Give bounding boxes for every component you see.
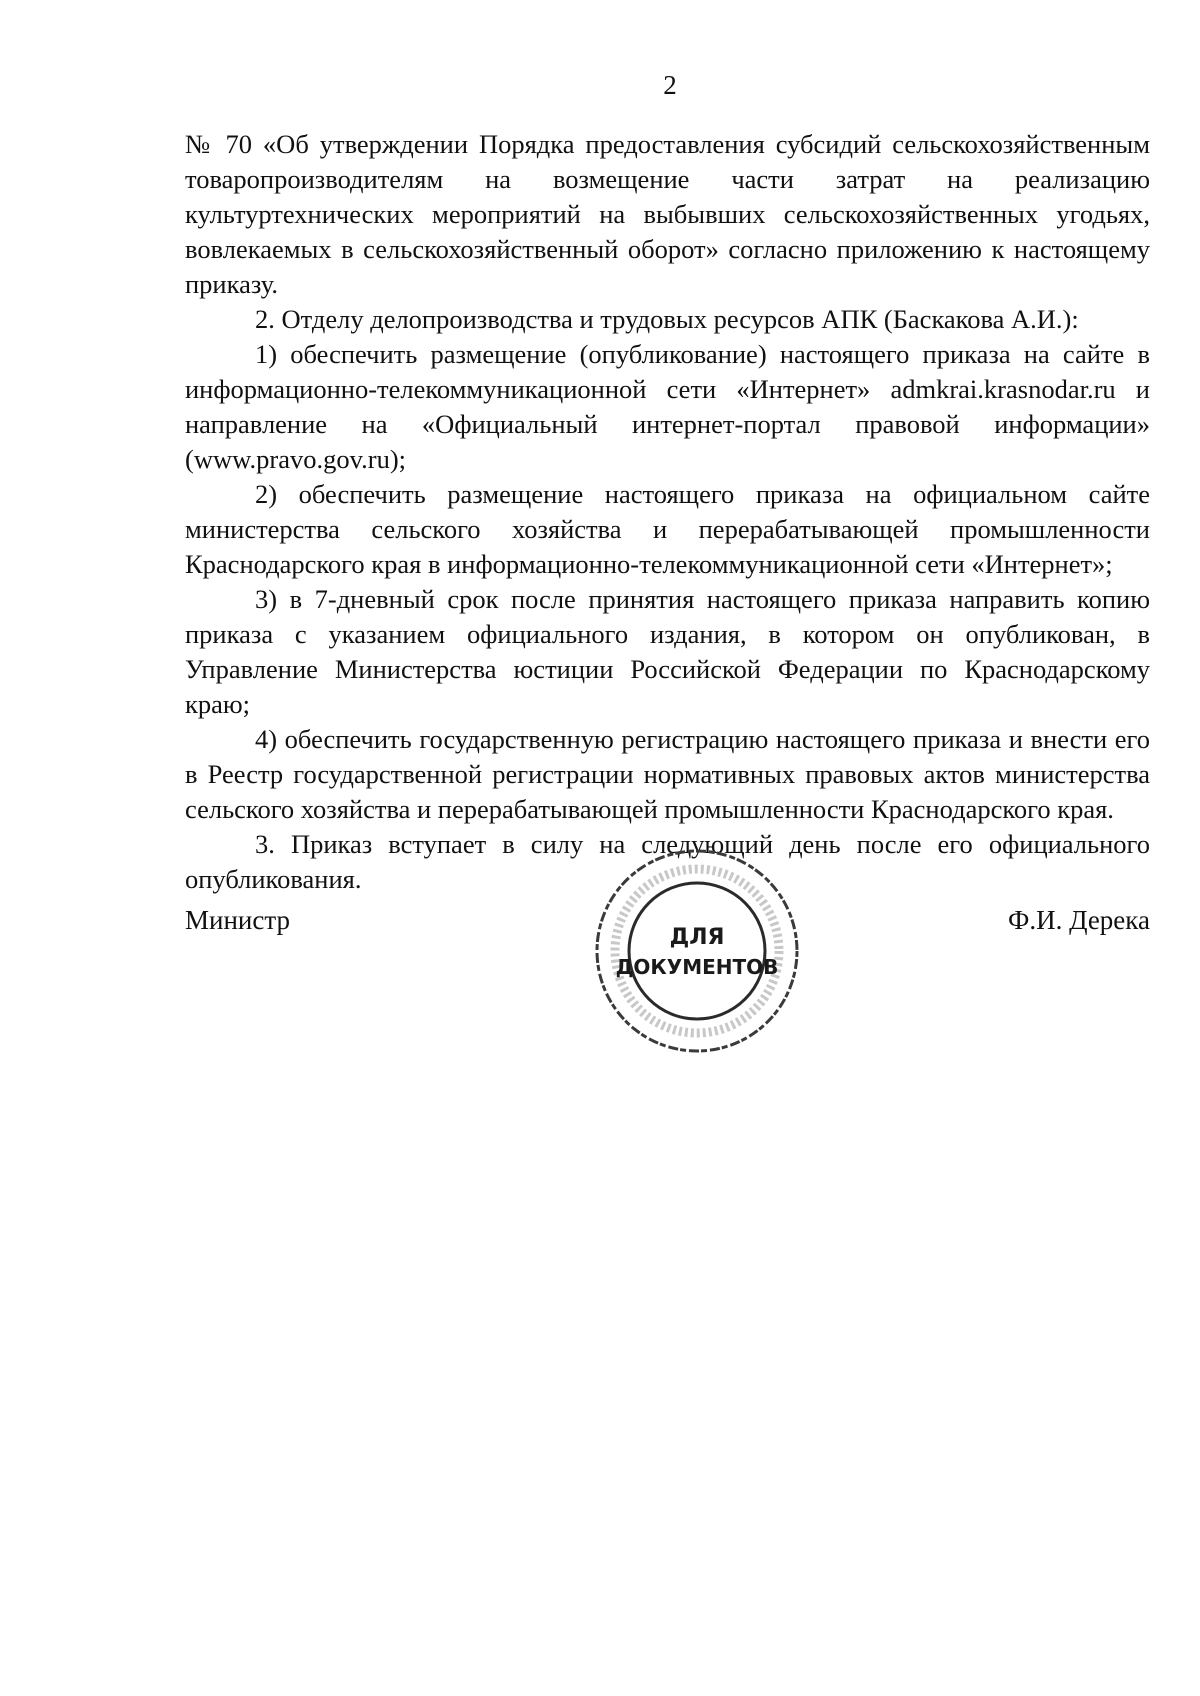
stamp-text-line2: ДОКУМЕНТОВ <box>615 955 779 979</box>
official-stamp <box>592 846 802 1056</box>
paragraph-subitem-1: 1) обеспечить размещение (опубликование) настоящего приказа на сайте в информационно-телекоммуникационной сети «Интернет» admkrai.krasnodar.ru и направление на «Официальный интернет-портал правовой информации» (www.pravo.gov.ru); <box>185 339 1150 474</box>
paragraph-subitem-3: 3) в 7-дневный срок после принятия настоящего приказа направить копию приказа с указанием официального издания, в котором он опубликован, в Управление Министерства юстиции Российской Федерации по Краснодарскому краю; <box>185 584 1150 719</box>
stamp-text-line1: ДЛЯ <box>669 925 725 950</box>
paragraph-item-3: 3. Приказ вступает в силу на следующий день после его официального опубликования. <box>185 829 1150 894</box>
signatory-name: Ф.И. Дерека <box>1008 905 1150 935</box>
paragraph-item-2: 2. Отделу делопроизводства и трудовых ресурсов АПК (Баскакова А.И.): <box>255 304 1079 334</box>
page-number: 2 <box>663 70 677 100</box>
paragraph-continuation: № 70 «Об утверждении Порядка предоставления субсидий сельскохозяйственным товаропроизводителям на возмещение части затрат на реализацию культуртехнических мероприятий на выбывших сельскохозяйственных угодьях, вовлекаемых в сельскохозяйственный оборот» согласно приложению к настоящему приказу. <box>185 129 1150 299</box>
document-body <box>185 127 1150 897</box>
paragraph-subitem-2: 2) обеспечить размещение настоящего приказа на официальном сайте министерства сельского хозяйства и перерабатывающей промышленности Краснодарского края в информационно-телекоммуникационной сети «Интернет»; <box>185 479 1150 579</box>
paragraph-subitem-4: 4) обеспечить государственную регистрацию настоящего приказа и внести его в Реестр государственной регистрации нормативных правовых актов министерства сельского хозяйства и перерабатывающей промышленности Краснодарского края. <box>185 724 1150 824</box>
signatory-title: Министр <box>185 905 290 935</box>
